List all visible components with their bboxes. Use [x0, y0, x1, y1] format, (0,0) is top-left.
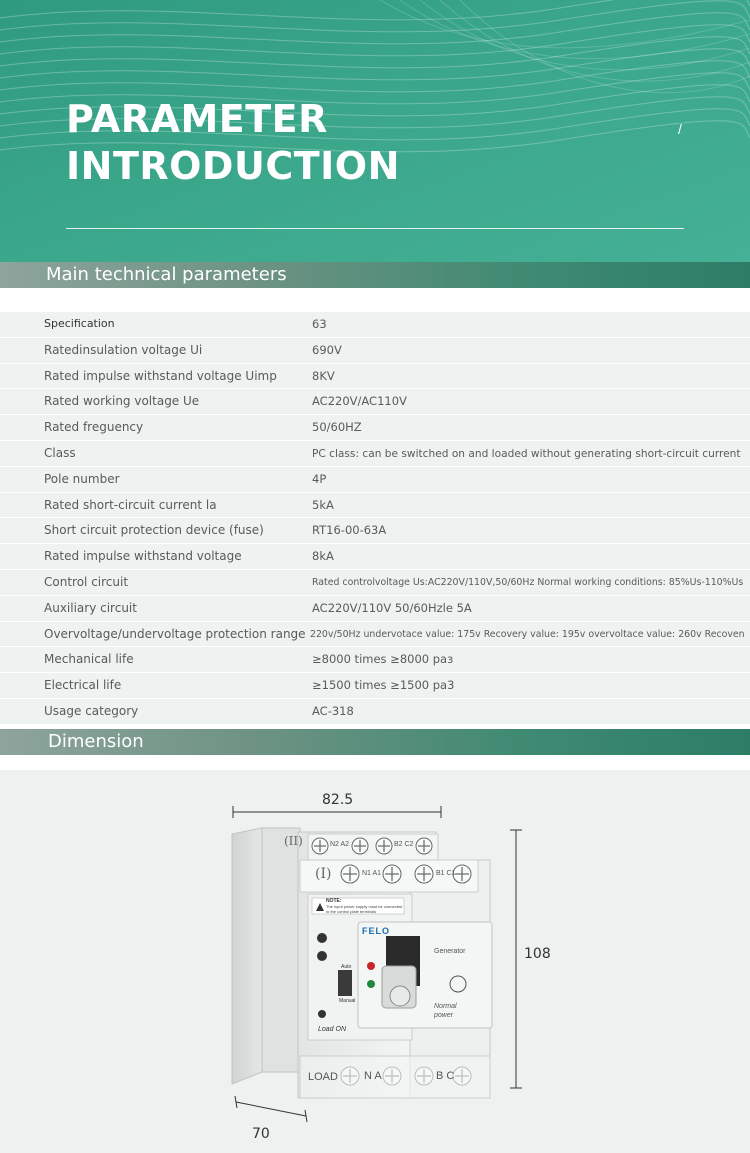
param-name: Rated short-circuit current la	[44, 497, 217, 512]
device-terminals-2: N2 A2	[330, 841, 350, 848]
table-row	[0, 364, 750, 390]
hero-title-line-2: INTRODUCTION	[66, 144, 400, 188]
device-terminals-1b: B1 C1	[436, 870, 456, 877]
section-title-dimension: Dimension	[48, 731, 144, 752]
hero-mark: /	[678, 121, 682, 137]
device-label-ii: (II)	[284, 834, 303, 848]
param-name: Short circuit protection device (fuse)	[44, 523, 264, 538]
device-manual-label: Manual	[339, 998, 356, 1004]
param-name: Rated impulse withstand voltage Uimp	[44, 368, 277, 383]
section-title-main: Main technical parameters	[46, 264, 287, 285]
param-name: Rated working voltage Ue	[44, 394, 200, 409]
device-load-label: LOAD	[308, 1071, 338, 1083]
table-row	[0, 596, 750, 622]
device-bottom-terminals: N A	[364, 1070, 382, 1082]
dimension-diagram	[0, 770, 750, 1153]
param-name: Pole number	[44, 471, 120, 486]
param-name: Rated impulse withstand voltage	[44, 549, 242, 564]
section-header-main	[0, 262, 750, 288]
table-row	[0, 312, 750, 338]
param-value: 8kA	[312, 549, 334, 564]
param-value: ≥1500 times ≥1500 pa3	[312, 678, 455, 693]
device-auto-label: Auto	[341, 964, 352, 970]
param-value: PC class: can be switched on and loaded without generating short-circuit current	[312, 447, 741, 460]
device-label-i: (I)	[315, 866, 332, 882]
table-row	[0, 673, 750, 699]
param-name: Rated freguency	[44, 420, 144, 435]
device-terminals-2b: B2 C2	[394, 841, 414, 848]
param-value: 220v/50Hz undervotace value: 175v Recovery value: 195v overvoltace value: 260v Recoven	[310, 628, 745, 640]
param-name: Electrical life	[44, 678, 122, 693]
param-name: Mechanical life	[44, 652, 134, 667]
param-value: 5kA	[312, 497, 334, 512]
table-row	[0, 493, 750, 519]
table-row	[0, 518, 750, 544]
table-row	[0, 467, 750, 493]
table-row	[0, 415, 750, 441]
table-row	[0, 570, 750, 596]
device-terminals-1: N1 A1	[362, 870, 382, 877]
section-header-dimension	[0, 729, 750, 755]
param-value: 50/60HZ	[312, 420, 362, 435]
param-value: AC220V/110V 50/60Hzle 5A	[312, 600, 472, 615]
device-load-on-label: Load ON	[318, 1026, 347, 1033]
param-name: Overvoltage/undervoltage protection range	[44, 626, 306, 641]
width-label: 82.5	[322, 792, 354, 808]
param-value: AC220V/AC110V	[312, 394, 407, 409]
hero-banner	[0, 0, 750, 262]
device-generator-label: Generator	[434, 948, 466, 955]
depth-label: 70	[252, 1126, 270, 1142]
param-name: Auxiliary circuit	[44, 600, 137, 615]
device-notice-text: The input power supply must be connected to the control plate terminals	[326, 904, 403, 914]
device-normal-power-label: Normal power	[434, 1003, 457, 1019]
hero-divider	[66, 228, 684, 229]
param-name: Class	[44, 445, 76, 460]
hero-title	[66, 96, 400, 190]
param-value: Rated controlvoltage Us:AC220V/110V,50/60Hz Normal working conditions: 85%Us-110%Us	[312, 576, 744, 588]
table-row	[0, 647, 750, 673]
param-value: ≥8000 times ≥8000 paз	[312, 652, 454, 667]
brand-logo: FELO	[362, 926, 390, 936]
param-value: 690V	[312, 342, 342, 357]
device-bottom-terminals-b: B C	[436, 1070, 455, 1082]
param-name: Control circuit	[44, 574, 129, 589]
table-row	[0, 441, 750, 467]
param-name: Ratedinsulation voltage Ui	[44, 342, 203, 357]
table-row	[0, 338, 750, 364]
spacer	[0, 288, 750, 312]
table-row	[0, 389, 750, 415]
param-value: 4P	[312, 471, 327, 486]
height-label: 108	[524, 946, 551, 962]
parameter-table	[0, 312, 750, 725]
hero-title-line-1: PARAMETER	[66, 97, 328, 141]
spacer	[0, 755, 750, 770]
param-name: Specification	[44, 317, 115, 330]
param-value: 63	[312, 317, 327, 331]
param-value: 8KV	[312, 368, 335, 383]
table-row	[0, 699, 750, 725]
table-row	[0, 622, 750, 648]
param-name: Usage category	[44, 703, 139, 718]
param-value: RT16-00-63A	[312, 523, 387, 538]
table-row	[0, 544, 750, 570]
device-notice-title: NOTE:	[326, 898, 342, 904]
device-illustration	[0, 770, 750, 1153]
param-value: AC-318	[312, 703, 354, 718]
